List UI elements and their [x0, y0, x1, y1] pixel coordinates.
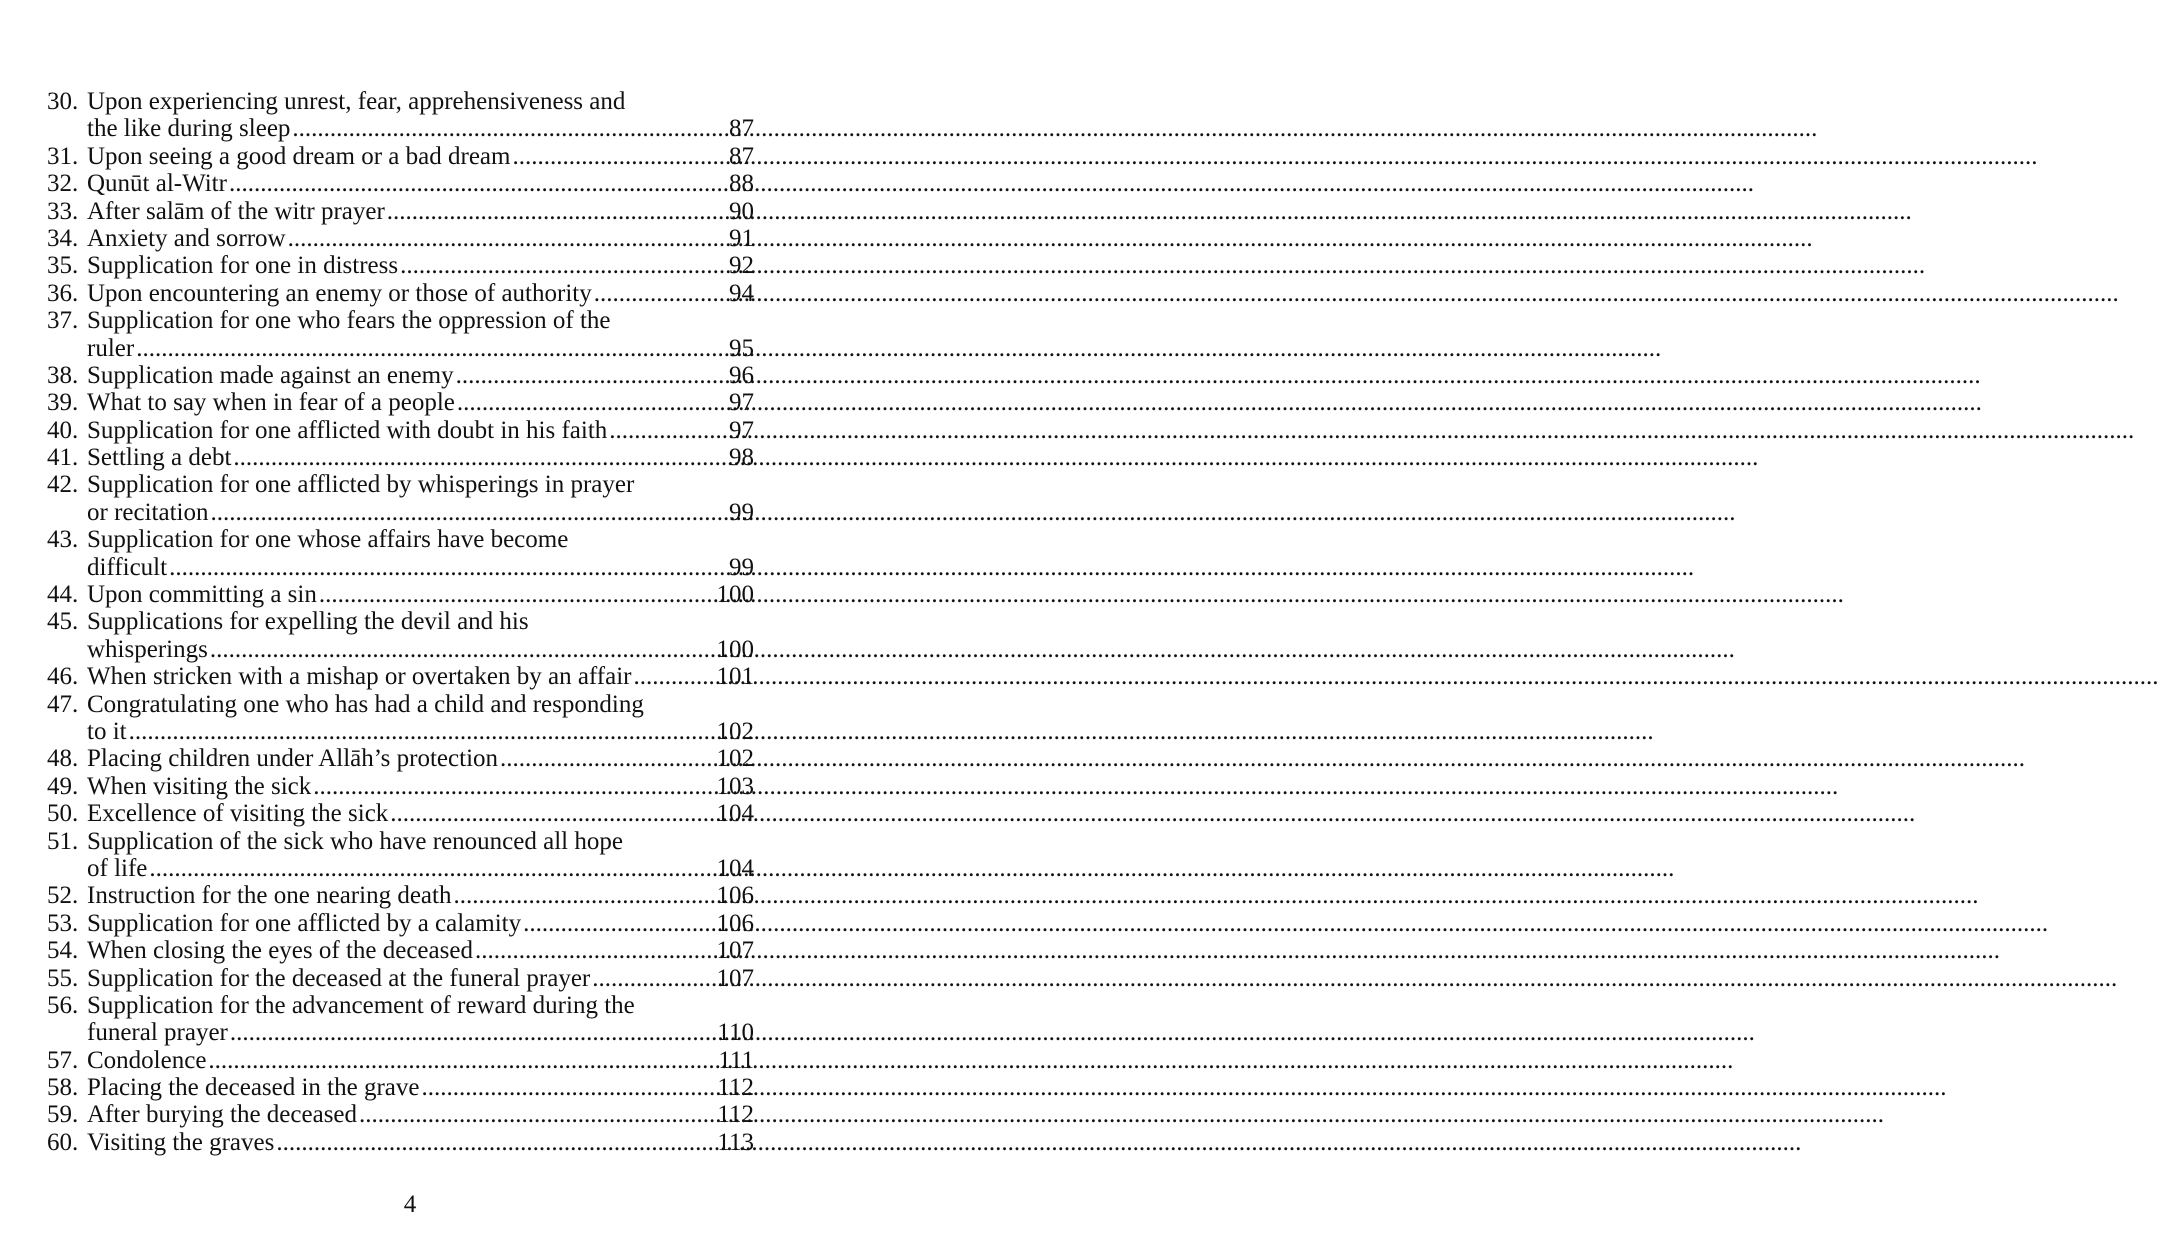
toc-entry-line: [47, 691, 754, 718]
dot-leader: [233, 444, 727, 471]
dot-leader: [210, 636, 715, 663]
toc-entry-title: Excellence of visiting the sick: [87, 800, 389, 828]
toc-entry-number: 51.: [47, 827, 79, 855]
toc-entry-line: [47, 800, 754, 827]
toc-entry-line: [47, 663, 754, 690]
toc-entry[interactable]: [47, 581, 754, 608]
toc-entry-page: 112: [717, 1101, 754, 1129]
toc-entry-title: Upon seeing a good dream or a bad dream: [87, 142, 511, 170]
toc-entry-number: 52.: [47, 882, 79, 910]
toc-entry-number: 34.: [47, 224, 79, 252]
toc-entry-line: [47, 937, 754, 964]
toc-entry-line: [47, 608, 754, 635]
toc-entry-number: 33.: [47, 197, 79, 225]
toc-entry-line: [47, 828, 754, 855]
toc-entry[interactable]: [47, 444, 754, 471]
toc-entry-number: 53.: [47, 909, 79, 937]
dot-leader: [609, 417, 727, 444]
toc-entry-number: 49.: [47, 772, 79, 800]
toc-entry-line: [47, 1019, 754, 1046]
dot-leader: [208, 1047, 716, 1074]
toc-entry[interactable]: [47, 362, 754, 389]
dot-leader: [387, 198, 727, 225]
toc-entry-number: 56.: [47, 991, 79, 1019]
toc-entry[interactable]: [47, 198, 754, 225]
toc-entry-page: 106: [716, 882, 754, 910]
toc-entry-page: 97: [729, 389, 754, 417]
toc-entry-page: 91: [729, 224, 754, 252]
toc-entry-number: 40.: [47, 416, 79, 444]
dot-leader: [292, 115, 727, 142]
dot-leader: [136, 335, 727, 362]
toc-entry-title: Supplication for one afflicted by a calamity: [87, 909, 522, 937]
toc-entry-number: 41.: [47, 444, 79, 472]
dot-leader: [149, 855, 714, 882]
toc-entry-page: 101: [716, 663, 754, 691]
toc-entry-title: whisperings: [87, 635, 208, 663]
toc-entry[interactable]: [47, 828, 754, 883]
toc-entry-title: Settling a debt: [87, 444, 232, 472]
toc-entry-number: 46.: [47, 663, 79, 691]
toc-entry-title: Supplications for expelling the devil and his: [87, 608, 529, 636]
toc-entry-title: funeral prayer: [87, 1019, 228, 1047]
toc-entry-line: [47, 581, 754, 608]
toc-entry-line: [47, 362, 754, 389]
toc-entry[interactable]: [47, 88, 754, 143]
page-number: 4: [403, 1191, 417, 1218]
toc-entry-page: 98: [729, 444, 754, 472]
toc-entry[interactable]: [47, 225, 754, 252]
toc-entry-line: [47, 745, 754, 772]
toc-entry[interactable]: [47, 800, 754, 827]
toc-entry-number: 37.: [47, 307, 79, 335]
toc-entry-line: [47, 225, 754, 252]
toc-entry-title: Supplication for one afflicted with doubt in his faith: [87, 416, 608, 444]
toc-entry[interactable]: [47, 992, 754, 1047]
toc-entry-title: Supplication for one in distress: [87, 252, 399, 280]
toc-entry-page: 87: [729, 115, 754, 143]
dot-leader: [633, 663, 714, 690]
toc-entry-line: [47, 88, 754, 115]
dot-leader: [456, 362, 727, 389]
toc-entry-title: Condolence: [87, 1046, 207, 1074]
toc-entry-title: to it: [87, 717, 127, 745]
toc-entry-title: Upon experiencing unrest, fear, apprehensiveness and: [87, 88, 626, 115]
toc-entry-title: Upon committing a sin: [87, 581, 317, 609]
toc-entry-number: 58.: [47, 1074, 79, 1102]
toc-entry[interactable]: [47, 937, 754, 964]
toc-entry-line: [47, 882, 754, 909]
toc-entry[interactable]: [47, 965, 754, 992]
toc-entry-title: Placing the deceased in the grave: [87, 1074, 420, 1102]
toc-entry[interactable]: [47, 1047, 754, 1074]
toc-entry-title: When stricken with a mishap or overtaken by an affair: [87, 663, 632, 691]
toc-entry[interactable]: [47, 307, 754, 362]
toc-entry-number: 30.: [47, 88, 79, 115]
dot-leader: [500, 745, 714, 772]
toc-entry-title: Visiting the graves: [87, 1128, 275, 1156]
toc-entry-number: 59.: [47, 1101, 79, 1129]
toc-entry-number: 60.: [47, 1128, 79, 1156]
toc-entry-page: 99: [729, 553, 754, 581]
toc-entry-page: 102: [716, 745, 754, 773]
toc-entry-line: [47, 636, 754, 663]
toc-entry-title: the like during sleep: [87, 115, 291, 143]
toc-entry-title: Supplication for the deceased at the funeral prayer: [87, 964, 591, 992]
toc-entry-title: When visiting the sick: [87, 772, 312, 800]
toc-entry-line: [47, 1129, 754, 1156]
toc-entry-title: Upon encountering an enemy or those of authority: [87, 279, 592, 307]
toc-entry[interactable]: [47, 773, 754, 800]
toc-entry-title: Supplication for the advancement of reward during the: [87, 991, 635, 1019]
toc-entry-line: [47, 1101, 754, 1128]
toc-entry-line: [47, 307, 754, 334]
table-of-contents: [47, 88, 754, 1156]
toc-entry-number: 50.: [47, 800, 79, 828]
toc-entry[interactable]: [47, 882, 754, 909]
toc-entry-page: 111: [718, 1046, 754, 1074]
toc-entry-page: 106: [716, 909, 754, 937]
toc-entry[interactable]: [47, 417, 754, 444]
toc-entry-number: 55.: [47, 964, 79, 992]
dot-leader: [400, 252, 727, 279]
dot-leader: [319, 581, 715, 608]
dot-leader: [594, 280, 727, 307]
toc-entry-page: 112: [717, 1074, 754, 1102]
toc-entry[interactable]: [47, 280, 754, 307]
toc-entry-number: 39.: [47, 389, 79, 417]
toc-entry-title: What to say when in fear of a people: [87, 389, 455, 417]
toc-entry-page: 113: [717, 1128, 754, 1156]
toc-entry-number: 44.: [47, 581, 79, 609]
toc-entry-title: After salām of the witr prayer: [87, 197, 385, 225]
toc-entry-page: 110: [717, 1019, 754, 1047]
toc-entry-line: [47, 992, 754, 1019]
toc-entry-title: Qunūt al-Witr: [87, 170, 227, 198]
toc-entry-page: 100: [716, 635, 754, 663]
toc-entry-title: Placing children under Allāh’s protection: [87, 745, 499, 773]
toc-entry-title: After burying the deceased: [87, 1101, 358, 1129]
dot-leader: [390, 800, 714, 827]
toc-entry[interactable]: [47, 143, 754, 170]
toc-entry-title: difficult: [87, 553, 168, 581]
dot-leader: [523, 910, 714, 937]
toc-entry-title: Supplication for one whose affairs have become: [87, 526, 569, 554]
toc-entry[interactable]: [47, 526, 754, 581]
dot-leader: [288, 225, 727, 252]
toc-entry-title: Supplication of the sick who have renounced all hope: [87, 827, 623, 855]
toc-entry-number: 32.: [47, 170, 79, 198]
toc-entry-line: [47, 252, 754, 279]
dot-leader: [169, 554, 727, 581]
toc-entry-line: [47, 855, 754, 882]
toc-entry-title: of life: [87, 854, 148, 882]
toc-entry-number: 48.: [47, 745, 79, 773]
toc-entry[interactable]: [47, 389, 754, 416]
toc-entry-line: [47, 280, 754, 307]
toc-entry-page: 94: [729, 279, 754, 307]
dot-leader: [359, 1101, 715, 1128]
toc-entry-title: or recitation: [87, 498, 209, 526]
toc-entry-page: 100: [716, 581, 754, 609]
toc-entry-page: 95: [729, 334, 754, 362]
toc-entry-page: 107: [716, 937, 754, 965]
dot-leader: [210, 499, 727, 526]
toc-entry-line: [47, 143, 754, 170]
dot-leader: [453, 882, 714, 909]
toc-entry-page: 99: [729, 498, 754, 526]
dot-leader: [592, 965, 714, 992]
toc-entry-page: 88: [729, 170, 754, 198]
toc-entry-title: Instruction for the one nearing death: [87, 882, 452, 910]
dot-leader: [230, 1019, 716, 1046]
toc-entry-line: [47, 554, 754, 581]
dot-leader: [313, 773, 714, 800]
toc-entry-page: 90: [729, 197, 754, 225]
dot-leader: [129, 718, 715, 745]
toc-entry-number: 36.: [47, 279, 79, 307]
toc-entry-page: 102: [716, 717, 754, 745]
toc-entry-page: 96: [729, 361, 754, 389]
toc-entry-number: 54.: [47, 937, 79, 965]
dot-leader: [229, 170, 727, 197]
toc-entry-line: [47, 1047, 754, 1074]
toc-entry[interactable]: [47, 745, 754, 772]
toc-entry[interactable]: [47, 170, 754, 197]
toc-entry-line: [47, 389, 754, 416]
toc-entry-number: 47.: [47, 690, 79, 718]
toc-entry-line: [47, 115, 754, 142]
toc-entry[interactable]: [47, 608, 754, 663]
toc-entry-line: [47, 965, 754, 992]
toc-entry-page: 87: [729, 142, 754, 170]
toc-entry-number: 38.: [47, 361, 79, 389]
toc-entry-number: 43.: [47, 526, 79, 554]
toc-entry-line: [47, 1074, 754, 1101]
dot-leader: [457, 389, 727, 416]
dot-leader: [422, 1074, 716, 1101]
toc-entry-title: When closing the eyes of the deceased: [87, 937, 473, 965]
dot-leader: [276, 1129, 715, 1156]
toc-entry-page: 97: [729, 416, 754, 444]
toc-entry-line: [47, 773, 754, 800]
toc-entry-line: [47, 718, 754, 745]
toc-entry[interactable]: [47, 663, 754, 690]
toc-entry-line: [47, 198, 754, 225]
toc-entry-page: 107: [716, 964, 754, 992]
toc-entry-title: Supplication for one who fears the oppression of the: [87, 307, 611, 335]
toc-entry[interactable]: [47, 1074, 754, 1101]
dot-leader: [512, 143, 727, 170]
toc-entry-line: [47, 471, 754, 498]
toc-entry-page: 104: [716, 800, 754, 828]
dot-leader: [475, 937, 715, 964]
toc-entry[interactable]: [47, 1101, 754, 1128]
toc-entry-line: [47, 170, 754, 197]
toc-entry-page: 104: [716, 854, 754, 882]
toc-entry-title: Supplication for one afflicted by whisperings in prayer: [87, 471, 635, 499]
toc-entry-page: 103: [716, 772, 754, 800]
toc-entry-page: 92: [729, 252, 754, 280]
toc-entry-line: [47, 335, 754, 362]
toc-entry[interactable]: [47, 910, 754, 937]
toc-entry-title: Supplication made against an enemy: [87, 361, 454, 389]
toc-entry-number: 35.: [47, 252, 79, 280]
toc-entry-number: 42.: [47, 471, 79, 499]
toc-entry-number: 45.: [47, 608, 79, 636]
toc-entry-line: [47, 444, 754, 471]
toc-entry[interactable]: [47, 252, 754, 279]
toc-entry-title: Anxiety and sorrow: [87, 224, 286, 252]
toc-entry[interactable]: [47, 1129, 754, 1156]
toc-entry-line: [47, 499, 754, 526]
toc-entry-title: Congratulating one who has had a child and responding: [87, 690, 644, 718]
toc-entry[interactable]: [47, 691, 754, 746]
toc-entry-line: [47, 910, 754, 937]
toc-entry-number: 31.: [47, 142, 79, 170]
toc-entry-line: [47, 417, 754, 444]
toc-entry[interactable]: [47, 471, 754, 526]
toc-entry-line: [47, 526, 754, 553]
toc-entry-number: 57.: [47, 1046, 79, 1074]
toc-entry-title: ruler: [87, 334, 135, 362]
